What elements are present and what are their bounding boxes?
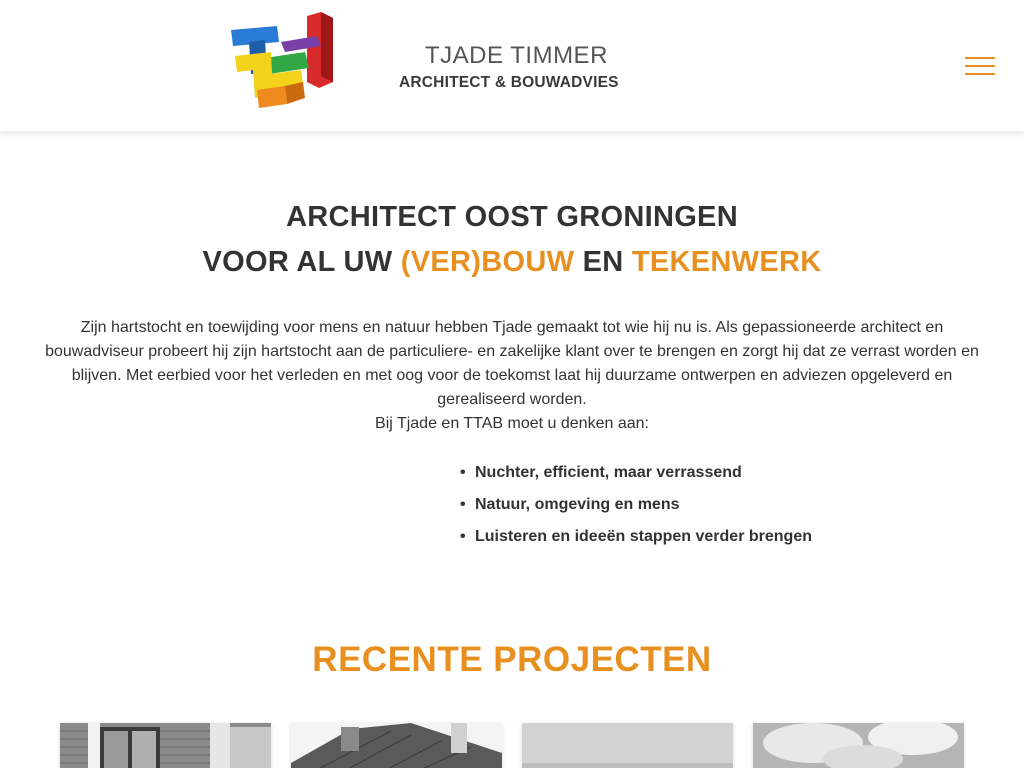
values-list bbox=[460, 457, 812, 553]
project-thumbnail bbox=[60, 723, 271, 768]
logo-link[interactable] bbox=[225, 12, 625, 117]
intro-lead-in: Bij Tjade en TTAB moet u denken aan: bbox=[375, 415, 649, 432]
bullet-icon: • bbox=[460, 528, 466, 545]
hero-line-1: ARCHITECT OOST GRONINGEN bbox=[286, 201, 738, 233]
menu-button[interactable] bbox=[960, 50, 1000, 82]
list-item: • Luisteren en ideeën stappen verder brengen bbox=[460, 521, 812, 553]
logo-subtitle: ARCHITECT & BOUWADVIES bbox=[399, 74, 619, 91]
hamburger-icon bbox=[965, 73, 995, 75]
project-thumbnail bbox=[753, 723, 964, 768]
hero-line-2-middle: EN bbox=[582, 246, 624, 278]
intro-paragraph: Zijn hartstocht en toewijding voor mens en natuur hebben Tjade gemaakt tot wie hij nu is. Als gepassioneerde architect en bouwadviseur probeert hij zijn hartstocht aan de particuliere- en zakelijke klant over te brengen en zorgt hij dat ze verrast worden en blijven. Met eerbied voor het verleden en met oog voor de toekomst laat hij duurzame ontwerpen en adviezen opgeleverd en gerealiseerd worden. bbox=[45, 319, 979, 408]
logo-icon bbox=[225, 12, 340, 117]
hamburger-icon bbox=[965, 65, 995, 67]
list-item: • Natuur, omgeving en mens bbox=[460, 489, 812, 521]
bullet-icon: • bbox=[460, 496, 466, 513]
hero-title bbox=[0, 195, 1024, 285]
project-card[interactable] bbox=[291, 723, 502, 768]
site-header bbox=[0, 0, 1024, 131]
project-card[interactable] bbox=[60, 723, 271, 768]
projects-title: RECENTE PROJECTEN bbox=[312, 640, 712, 679]
hero-accent-verbouw: (VER)BOUW bbox=[400, 246, 575, 278]
logo-name: TJADE TIMMER bbox=[425, 42, 608, 69]
hero-line-2-start: VOOR AL UW bbox=[202, 246, 393, 278]
project-thumbnail bbox=[522, 723, 733, 768]
hamburger-icon bbox=[965, 57, 995, 59]
bullet-icon: • bbox=[460, 464, 466, 481]
intro-text bbox=[40, 316, 984, 436]
list-item: • Nuchter, efficient, maar verrassend bbox=[460, 457, 812, 489]
project-thumbnail bbox=[291, 723, 502, 768]
hero-accent-tekenwerk: TEKENWERK bbox=[631, 246, 822, 278]
project-card[interactable] bbox=[753, 723, 964, 768]
project-card[interactable] bbox=[522, 723, 733, 768]
